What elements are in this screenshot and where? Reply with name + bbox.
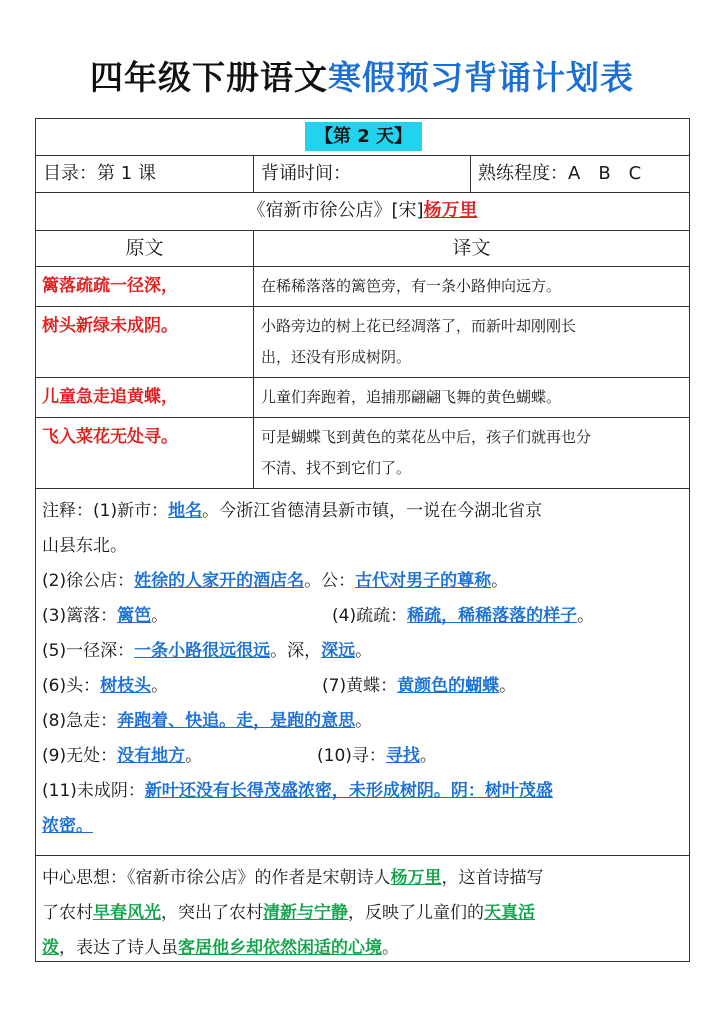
summary-text: ，反映了儿童们的 xyxy=(348,903,484,923)
note-label: (4)疏疏： xyxy=(332,606,408,626)
verse-original: 篱落疏疏一径深， xyxy=(42,276,178,296)
summary-term: 早春风光 xyxy=(93,903,161,923)
note-text: 。 xyxy=(185,746,203,766)
note-term: 地名 xyxy=(168,501,203,521)
verse-row xyxy=(36,267,689,307)
poem-title-row xyxy=(36,193,689,231)
verse-original: 飞入菜花无处寻。 xyxy=(42,427,178,447)
summary-term: 杨万里 xyxy=(390,868,442,888)
note-text: 。 xyxy=(355,711,373,731)
summary-term: 客居他乡却依然闲适的心境 xyxy=(178,938,382,958)
summary-section xyxy=(36,856,689,961)
summary-term: 泼 xyxy=(42,938,59,958)
translation-line: 在稀稀落落的篱笆旁，有一条小路伸向远方。 xyxy=(261,277,562,295)
translation-line: 可是蝴蝶飞到黄色的菜花丛中后，孩子们就再也分 xyxy=(261,428,592,446)
note-line xyxy=(42,704,683,739)
note-label: (7)黄蝶： xyxy=(322,676,398,696)
note-line xyxy=(42,774,683,809)
verse-row xyxy=(36,378,689,418)
summary-text: 。 xyxy=(382,938,399,958)
note-second-column xyxy=(317,739,437,774)
note-text: 。 xyxy=(491,571,509,591)
note-term: 稀疏，稀稀落落的样子 xyxy=(407,606,578,626)
translation-line: 小路旁边的树上花已经凋落了，而新叶却刚刚长 xyxy=(261,317,577,335)
verse-translation xyxy=(254,307,689,377)
translation-line: 不清、找不到它们了。 xyxy=(261,459,412,477)
note-term: 树枝头 xyxy=(100,676,152,696)
note-text: 。深， xyxy=(270,641,322,661)
note-line xyxy=(42,669,683,704)
verse-translation xyxy=(254,378,689,417)
note-line xyxy=(42,494,683,529)
title-part-black: 四年级下册语文 xyxy=(90,58,328,97)
verse-translation xyxy=(254,418,689,488)
summary-text: 了农村 xyxy=(42,903,93,923)
note-text: 。 xyxy=(355,641,373,661)
note-line xyxy=(42,529,683,564)
recite-time-cell: 背诵时间： xyxy=(261,163,351,184)
note-line xyxy=(42,564,683,599)
summary-term: 天真活 xyxy=(484,903,535,923)
translation-line: 儿童们奔跑着，追捕那翩翩飞舞的黄色蝴蝶。 xyxy=(261,388,562,406)
note-line xyxy=(42,599,683,634)
summary-text: ，这首诗描写 xyxy=(441,868,544,888)
note-label: (11)未成阴： xyxy=(42,781,145,801)
note-text: 。 xyxy=(151,676,169,696)
note-line xyxy=(42,634,683,669)
note-label: (8)急走： xyxy=(42,711,118,731)
note-term: 奔跑着、快追。走，是跑的意思 xyxy=(117,711,356,731)
summary-line xyxy=(42,931,683,966)
note-term: 古代对男子的尊称 xyxy=(355,571,492,591)
summary-text: ，突出了农村 xyxy=(161,903,263,923)
note-text: 。 xyxy=(419,746,437,766)
poem-author: 杨万里 xyxy=(423,200,478,221)
verse-row xyxy=(36,307,689,378)
header-original: 原文 xyxy=(125,237,164,259)
title-part-blue: 寒假预习背诵计划表 xyxy=(328,58,634,97)
note-text: 。 xyxy=(577,606,595,626)
column-header-row xyxy=(36,231,689,267)
notes-section xyxy=(36,489,689,856)
poem-name: 《宿新市徐公店》[宋] xyxy=(247,200,424,221)
note-term: 一条小路很远很远 xyxy=(134,641,271,661)
verse-original: 树头新绿未成阴。 xyxy=(42,316,178,336)
translation-line: 出，还没有形成树阴。 xyxy=(261,348,412,366)
verse-row xyxy=(36,418,689,489)
note-text: 。 xyxy=(499,676,517,696)
page-title xyxy=(0,52,724,99)
note-label: (9)无处： xyxy=(42,746,118,766)
note-text: 。 xyxy=(151,606,169,626)
note-text: 。今浙江省德清县新市镇，一说在今湖北省京 xyxy=(202,501,543,521)
note-term: 黄颜色的蝴蝶 xyxy=(397,676,500,696)
poem-title xyxy=(36,193,689,229)
note-term: 浓密。 xyxy=(42,816,93,836)
note-second-column xyxy=(332,599,594,634)
note-term: 新叶还没有长得茂盛浓密，未形成树阴。阴：树叶茂盛 xyxy=(144,781,553,801)
info-row xyxy=(36,156,689,193)
note-label: 注释：(1)新市： xyxy=(42,501,169,521)
note-term: 深远 xyxy=(321,641,356,661)
note-line xyxy=(42,809,683,844)
note-label: (10)寻： xyxy=(317,746,386,766)
note-label: (3)篱落： xyxy=(42,606,118,626)
proficiency-cell: 熟练程度：A B C xyxy=(478,163,642,184)
summary-term: 清新与宁静 xyxy=(263,903,348,923)
note-text: 。公： xyxy=(304,571,356,591)
summary-line xyxy=(42,861,683,896)
summary-line xyxy=(42,896,683,931)
plan-table xyxy=(35,118,690,962)
catalog-cell: 目录：第 1 课 xyxy=(43,163,156,184)
note-text: 山县东北。 xyxy=(42,536,127,556)
summary-text: ，表达了诗人虽 xyxy=(59,938,178,958)
note-line xyxy=(42,739,683,774)
summary-text: 中心思想：《宿新市徐公店》的作者是宋朝诗人 xyxy=(42,868,391,888)
note-second-column xyxy=(322,669,516,704)
day-badge: 【第 2 天】 xyxy=(305,122,422,151)
note-label: (6)头： xyxy=(42,676,101,696)
verse-original: 儿童急走追黄蝶， xyxy=(42,387,178,407)
note-term: 没有地方 xyxy=(117,746,186,766)
header-translation: 译文 xyxy=(452,237,491,259)
note-term: 姓徐的人家开的酒店名 xyxy=(134,571,305,591)
note-label: (2)徐公店： xyxy=(42,571,135,591)
day-row xyxy=(36,119,689,156)
verse-translation xyxy=(254,267,689,306)
note-term: 篱笆 xyxy=(117,606,152,626)
note-label: (5)一径深： xyxy=(42,641,135,661)
note-term: 寻找 xyxy=(385,746,420,766)
